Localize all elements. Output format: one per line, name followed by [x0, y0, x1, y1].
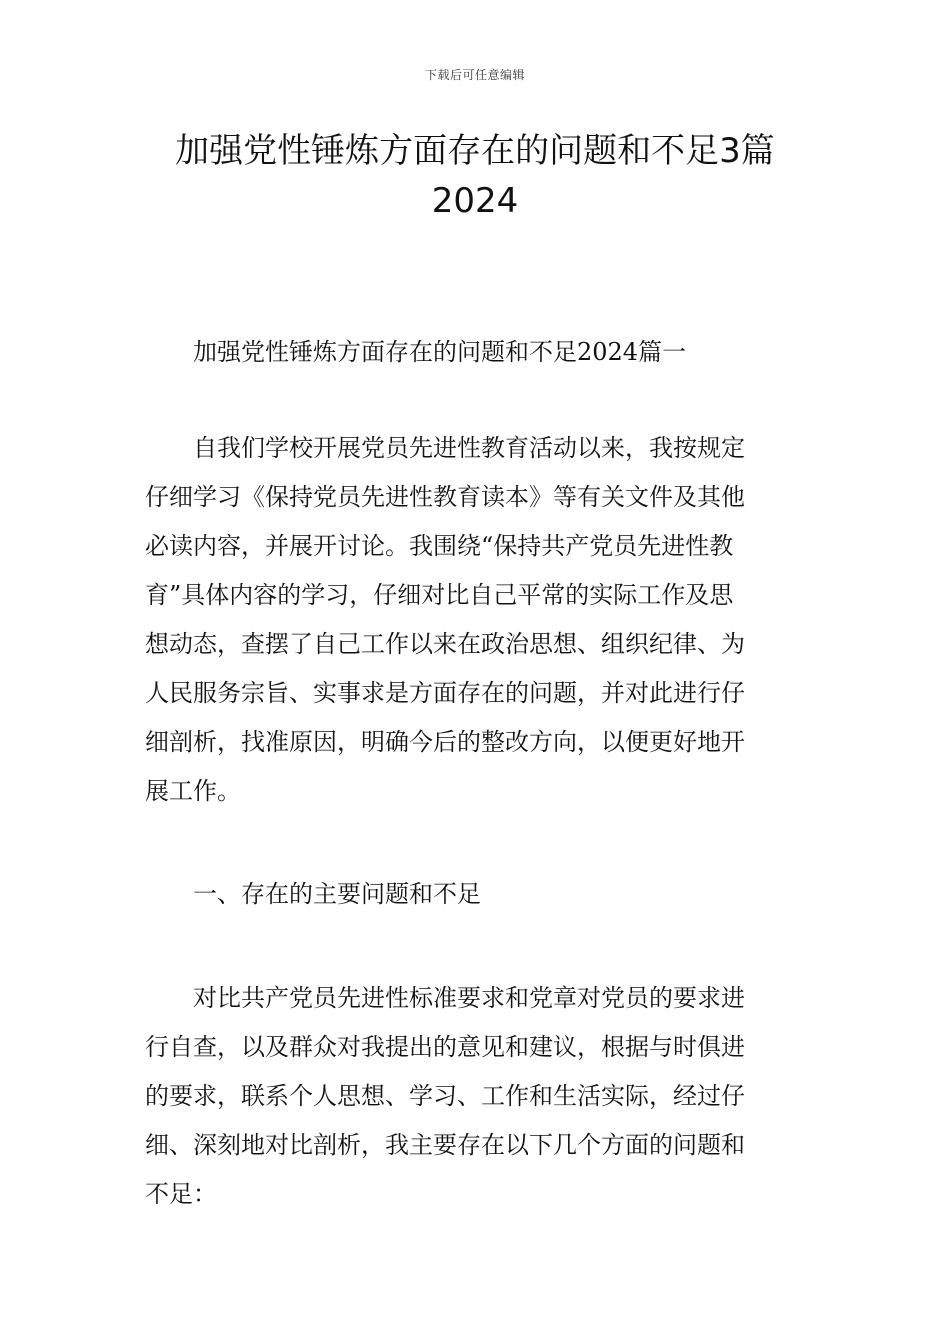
paragraph-line: 细、深刻地对比剖析，我主要存在以下几个方面的问题和 [145, 1131, 745, 1159]
paragraph-line: 想动态，查摆了自己工作以来在政治思想、组织纪律、为 [145, 630, 745, 658]
paragraph-line: 对比共产党员先进性标准要求和党章对党员的要求进 [193, 984, 745, 1012]
paragraph-line: 的要求，联系个人思想、学习、工作和生活实际，经过仔 [145, 1082, 745, 1110]
paragraph-line: 仔细学习《保持党员先进性教育读本》等有关文件及其他 [145, 483, 745, 511]
paragraph-line: 细剖析，找准原因，明确今后的整改方向，以便更好地开 [145, 728, 745, 756]
paragraph-line: 不足： [145, 1180, 217, 1208]
paragraph-2 [145, 974, 810, 1219]
subheading-problems: 一、存在的主要问题和不足 [193, 880, 481, 908]
paragraph-line: 人民服务宗旨、实事求是方面存在的问题，并对此进行仔 [145, 679, 745, 707]
paragraph-1 [145, 424, 810, 816]
section-heading: 加强党性锤炼方面存在的问题和不足2024篇一 [193, 338, 687, 366]
title-line-1: 加强党性锤炼方面存在的问题和不足3篇 [175, 131, 775, 171]
title-line-2: 2024 [431, 181, 519, 221]
header-note: 下载后可任意编辑 [424, 68, 525, 82]
paragraph-line: 展工作。 [145, 777, 241, 805]
paragraph-line: 行自查，以及群众对我提出的意见和建议，根据与时俱进 [145, 1033, 745, 1061]
paragraph-line: 必读内容，并展开讨论。我围绕“保持共产党员先进性教 [145, 532, 734, 560]
paragraph-line: 育”具体内容的学习，仔细对比自己平常的实际工作及思 [145, 581, 734, 609]
paragraph-line: 自我们学校开展党员先进性教育活动以来，我按规定 [193, 434, 745, 462]
document-title [110, 126, 840, 226]
